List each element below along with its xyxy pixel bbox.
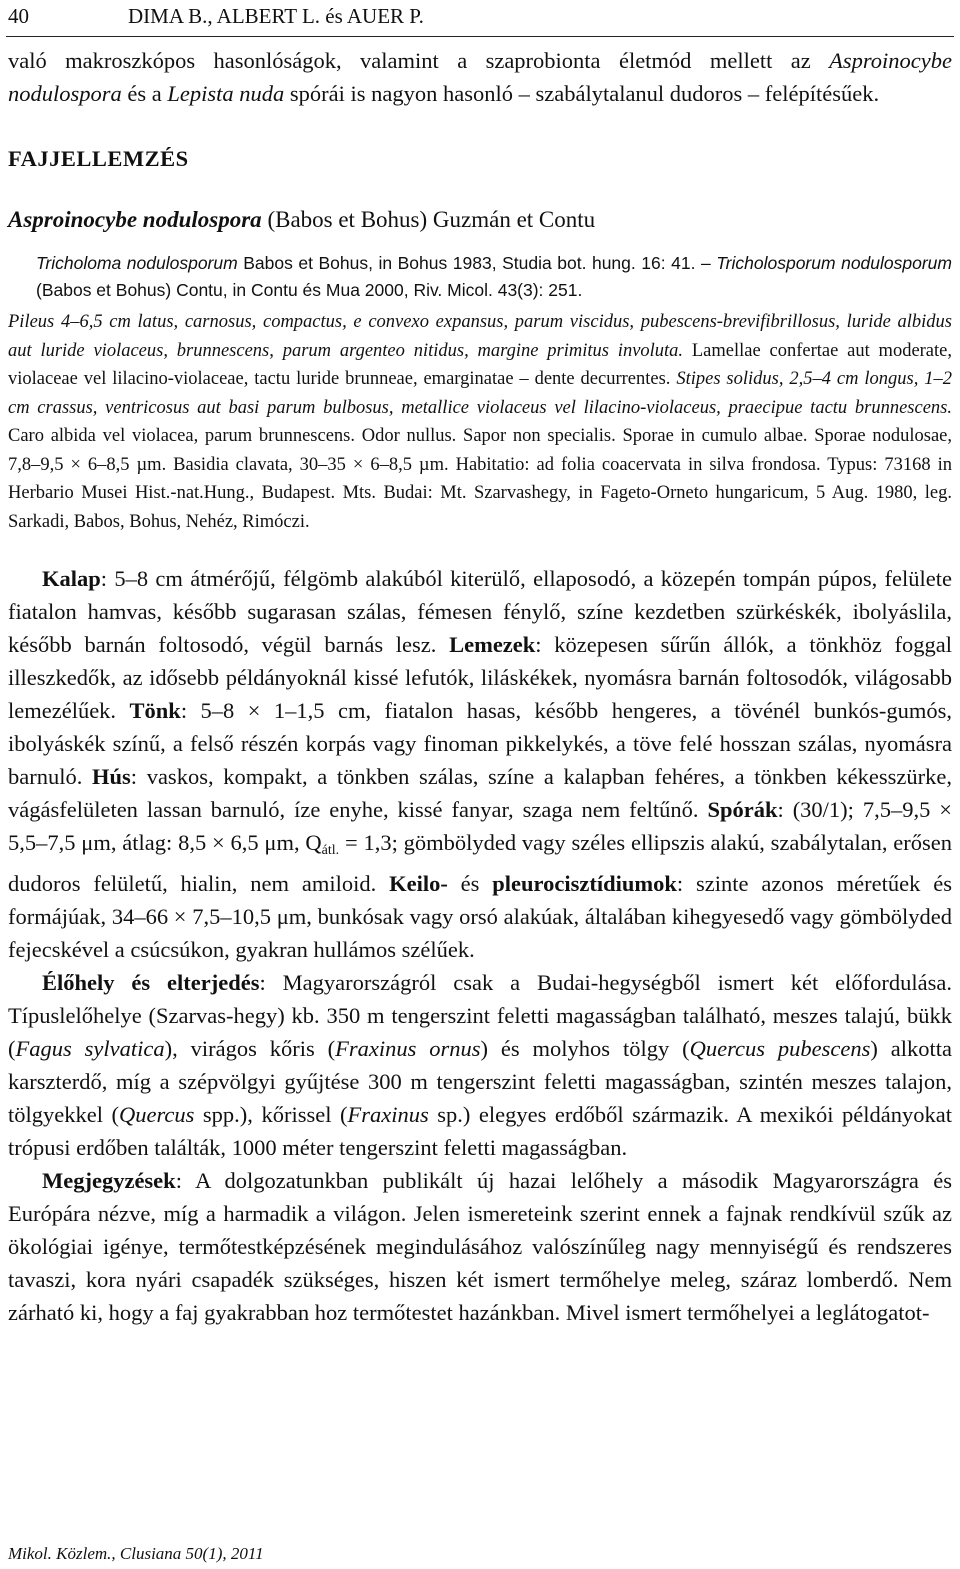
synonym-citation-1: Babos et Bohus, in Bohus 1983, Studia bot. hung. 16: 41. – — [237, 253, 717, 273]
synonymy — [8, 250, 952, 304]
latin-text: Lamellae confertae aut moderate, violaceae vel lilacino-violaceae, tactu luride brunneae, emarginatae – dente decurrentes. — [8, 340, 952, 389]
taxon-fraxinus: Fraxinus — [347, 1102, 429, 1127]
taxon-fagus: Fagus sylvatica — [15, 1036, 165, 1061]
habitat-text: ) alkotta karszterdő, míg a szépvölgyi gyűjtése 300 m tengerszint feletti magasságban, szintén meszes talajon, tölgyekkel ( — [8, 1036, 952, 1127]
text-hus: : vaskos, kompakt, a tönkben szálas, színe a kalapban fehéres, a tönkben kékesszürke, vágásfelületen lassan barnuló, íze enyhe, kissé fanyar, szaga nem feltűnő. — [8, 764, 952, 822]
text-sporak: : (30/1); 7,5–9,5 × 5,5–7,5 μm, átlag: 8,5 × 6,5 μm, Q — [8, 797, 952, 855]
label-keilo: Keilo- — [389, 871, 448, 896]
text-cystidia: : szinte azonos méretűek és formájúak, 34–66 × 7,5–10,5 μm, bunkósak vagy orsó alakúak, általában kihegyesedő vagy gömbölyded fejecskével a csúcsúkon, gyakran hullámos szélűek. — [8, 871, 952, 962]
notes-text: : A dolgozatunkban publikált új hazai lelőhely a második Magyarországra és Európára nézve, míg a harmadik a világon. Jelen ismereteink szerint ennek a fajnak rendkívül szűk az ökológiai igénye, termőtestképzésének megindulásához valószínűleg nagy mennyiségű és rendszeres tavaszi, kora nyári csapadék szükséges, hiszen két ismert termőhelye meleg, száraz lomberdő. Nem zárható ki, hogy a faj gyakrabban hoz termőtestet hazánkban. Mivel ismert termőhelyei a leglátogatot- — [8, 1168, 952, 1325]
label-pleuro: pleurocisztídiumok — [492, 871, 677, 896]
running-head — [8, 2, 952, 32]
intro-taxon-2: Lepista nuda — [167, 81, 285, 106]
label-tonk: Tönk — [129, 698, 181, 723]
intro-paragraph — [8, 44, 952, 110]
label-lemezek: Lemezek — [449, 632, 536, 657]
label-kalap: Kalap — [42, 566, 101, 591]
text-tonk: : 5–8 × 1–1,5 cm, fiatalon hasas, később hengeres, a tövénél bunkós-gumós, ibolyáskék színű, a felső részén korpás vagy finoman pikkelykés, a töve felé hosszan szálas, nyomásra barnuló. — [8, 698, 953, 789]
synonym-name-2: Tricholosporum nodulosporum — [716, 253, 952, 273]
habitat-text: sp.) elegyes erdőből származik. A mexikói példányokat trópusi erdőben találták, 1000 méter tengerszint feletti magasságban. — [8, 1102, 952, 1160]
label-sporak: Spórák — [707, 797, 778, 822]
text-sporak: = 1,3; gömbölyded vagy széles ellipszis alakú, szabálytalan, erősen dudoros felületű, hialin, nem amiloid. — [8, 830, 952, 896]
q-subscript: átl. — [321, 843, 340, 858]
latin-diagnosis — [8, 308, 952, 536]
habitat-text: spp.), kőrissel ( — [194, 1102, 348, 1127]
synonym-name-1: Tricholoma nodulosporum — [36, 253, 238, 273]
latin-text: Caro albida vel violacea, parum brunnescens. Odor nullus. Sapor non specialis. Sporae in cumulo albae. Sporae nodulosae, 7,8–9,5 × 6–8,5 µm. Basidia clavata, 30–35 × 6–8,5 µm. Habitatio: ad folia coacervata in silva frondosa. Typus: 73168 in Herbario Musei Hist.-nat.Hung., Budapest. Mts. Budai: Mt. Szarvashegy, in Fageto-Orneto hungaricum, 5 Aug. 1980, leg. Sarkadi, Babos, Bohus, Nehéz, Rimóczi. — [8, 426, 952, 532]
text-kalap: : 5–8 cm átmérőjű, félgömb alakúból kiterülő, ellaposodó, a közepén tompán púpos, felülete fiatalon hamvas, később sugarasan szálas, fémesen fénylő, színe kezdetben szürkéskék, ibolyáslila, később barnán foltosodó, végül barnás lesz. — [8, 566, 952, 657]
notes-paragraph — [8, 1164, 952, 1329]
description-paragraph — [8, 562, 952, 966]
running-head-authors: DIMA B., ALBERT L. és AUER P. — [128, 4, 424, 28]
label-hus: Hús — [92, 764, 131, 789]
footer-citation: Mikol. Közlem., Clusiana 50(1), 2011 — [8, 1544, 264, 1563]
latin-text: Stipes solidus, 2,5–4 cm longus, 1–2 cm crassus, ventricosus aut basi parum bulbosus, metallice violaceus vel lilacino-violaceus, praecipue tactu brunnescens. — [8, 369, 953, 418]
taxon-quercus: Quercus — [119, 1102, 195, 1127]
taxon-quercus-pubescens: Quercus pubescens — [689, 1036, 871, 1061]
habitat-text: : Magyarországról csak a Budai-hegységből ismert két előfordulása. Típuslelőhelye (Szarvas-hegy) kb. 350 m tengerszint feletti magasságban található, meszes talajú, bükk ( — [8, 970, 952, 1061]
header-rule — [6, 36, 954, 37]
taxon-fraxinus-ornus: Fraxinus ornus — [335, 1036, 481, 1061]
text-es: és — [447, 871, 493, 896]
intro-taxon-1: Asproinocybe nodulospora — [8, 48, 952, 106]
species-title — [8, 203, 952, 236]
species-authority: (Babos et Bohus) Guzmán et Contu — [261, 207, 596, 232]
habitat-text: ), virágos kőris ( — [164, 1036, 336, 1061]
label-habitat: Élőhely és elterjedés — [42, 970, 260, 995]
species-name: Asproinocybe nodulospora — [8, 207, 262, 232]
synonym-citation-2: (Babos et Bohus) Contu, in Contu és Mua 2000, Riv. Micol. 43(3): 251. — [36, 280, 583, 300]
intro-text: és a — [121, 81, 168, 106]
intro-text: való makroszkópos hasonlóságok, valamint a szaprobionta életmód mellett az — [8, 48, 830, 73]
label-notes: Megjegyzések — [42, 1168, 176, 1193]
habitat-paragraph — [8, 966, 952, 1164]
text-lemezek: : közepesen sűrűn állók, a tönkhöz foggal illeszkedők, az idősebb példányoknál kissé lefutók, liláskékek, nyomásra barnán foltosodók, világosabb lemezélűek. — [8, 632, 952, 723]
page-number: 40 — [8, 4, 29, 28]
section-heading: FAJJELLEMZÉS — [8, 146, 189, 171]
main-content — [8, 44, 952, 1329]
habitat-text: ) és molyhos tölgy ( — [480, 1036, 690, 1061]
latin-text: Pileus 4–6,5 cm latus, carnosus, compactus, e convexo expansus, parum viscidus, pubescens-brevifibrillosus, luride albidus aut luride violaceus, brunnescens, parum argenteo nitidus, margine primitus involuta. — [8, 312, 952, 361]
hungarian-description — [8, 562, 952, 1329]
intro-text: spórái is nagyon hasonló – szabálytalanul dudoros – felépítésűek. — [284, 81, 880, 106]
